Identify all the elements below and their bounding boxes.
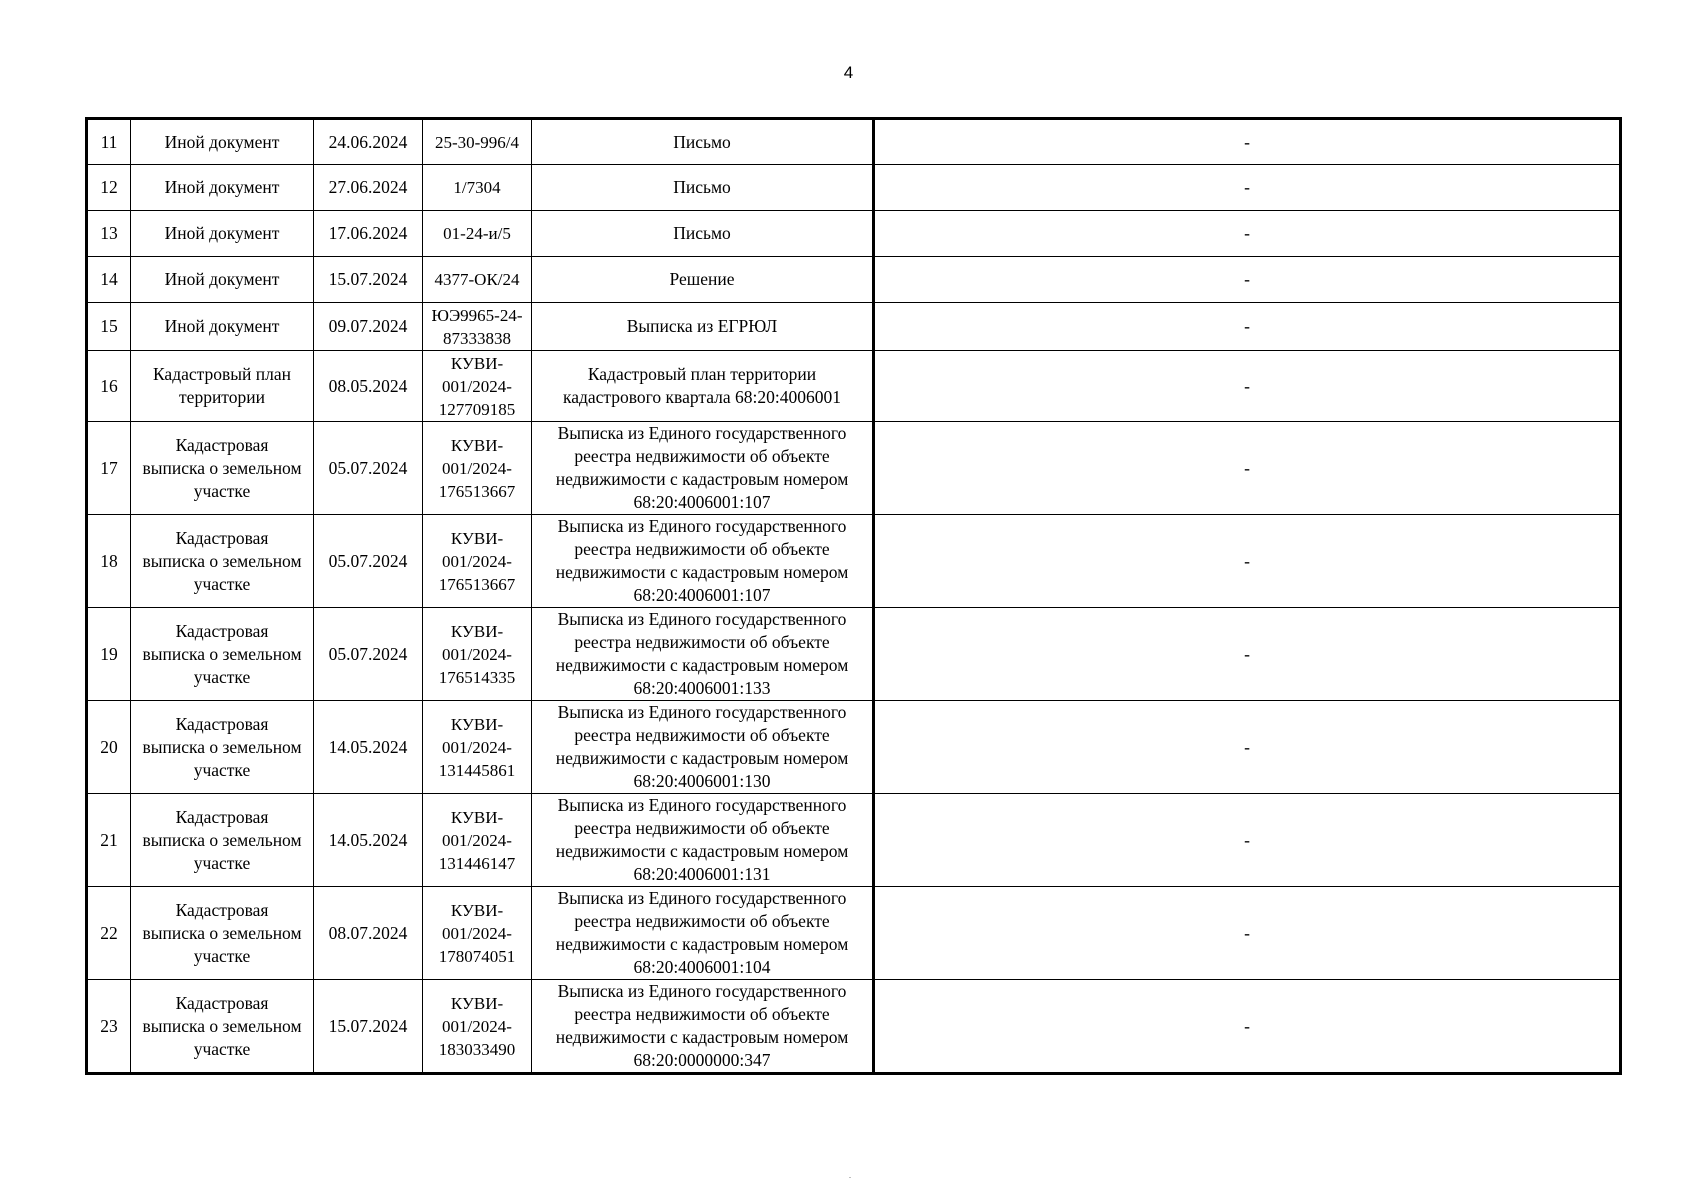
document-title-cell: Выписка из Единого государственного реестра недвижимости об объекте недвижимости с кадастровым номером 68:20:4006001:107 xyxy=(532,422,874,515)
document-title-cell: Выписка из Единого государственного реестра недвижимости об объекте недвижимости с кадастровым номером 68:20:4006001:133 xyxy=(532,608,874,701)
page-number: 4 xyxy=(843,63,854,82)
documents-table-body xyxy=(87,119,1621,1074)
row-number-cell: 22 xyxy=(87,887,131,980)
table-row xyxy=(87,303,1621,351)
document-date-cell: 14.05.2024 xyxy=(314,701,423,794)
document-number-cell: КУВИ- 001/2024- 178074051 xyxy=(423,887,532,980)
document-kind-cell: Кадастровая выписка о земельном участке xyxy=(131,980,314,1074)
document-date-cell: 08.05.2024 xyxy=(314,351,423,422)
document-kind-cell: Кадастровая выписка о земельном участке xyxy=(131,422,314,515)
note-cell: - xyxy=(874,351,1621,422)
row-number-cell: 21 xyxy=(87,794,131,887)
table-row xyxy=(87,211,1621,257)
table-row xyxy=(87,794,1621,887)
row-number-cell: 20 xyxy=(87,701,131,794)
note-cell: - xyxy=(874,257,1621,303)
document-kind-cell: Кадастровая выписка о земельном участке xyxy=(131,701,314,794)
document-kind-cell: Кадастровая выписка о земельном участке xyxy=(131,515,314,608)
row-number-cell: 18 xyxy=(87,515,131,608)
document-number-cell: 1/7304 xyxy=(423,165,532,211)
document-date-cell: 05.07.2024 xyxy=(314,422,423,515)
document-number-cell: КУВИ- 001/2024- 183033490 xyxy=(423,980,532,1074)
document-title-cell: Письмо xyxy=(532,119,874,165)
document-number-cell: ЮЭ9965-24- 87333838 xyxy=(423,303,532,351)
document-title-cell: Выписка из Единого государственного реестра недвижимости об объекте недвижимости с кадастровым номером 68:20:0000000:347 xyxy=(532,980,874,1074)
document-title-cell: Выписка из Единого государственного реестра недвижимости об объекте недвижимости с кадастровым номером 68:20:4006001:107 xyxy=(532,515,874,608)
note-cell: - xyxy=(874,701,1621,794)
document-kind-cell: Иной документ xyxy=(131,257,314,303)
document-date-cell: 15.07.2024 xyxy=(314,980,423,1074)
document-number-cell: КУВИ- 001/2024- 131445861 xyxy=(423,701,532,794)
table-row xyxy=(87,515,1621,608)
table-row xyxy=(87,980,1621,1074)
footer-mark: . xyxy=(849,1171,851,1180)
table-row xyxy=(87,887,1621,980)
document-number-cell: 01-24-и/5 xyxy=(423,211,532,257)
note-cell: - xyxy=(874,980,1621,1074)
table-row xyxy=(87,165,1621,211)
document-title-cell: Решение xyxy=(532,257,874,303)
document-title-cell: Выписка из Единого государственного реестра недвижимости об объекте недвижимости с кадастровым номером 68:20:4006001:104 xyxy=(532,887,874,980)
table-row xyxy=(87,257,1621,303)
document-date-cell: 27.06.2024 xyxy=(314,165,423,211)
document-number-cell: 4377-ОК/24 xyxy=(423,257,532,303)
document-date-cell: 24.06.2024 xyxy=(314,119,423,165)
document-title-cell: Выписка из ЕГРЮЛ xyxy=(532,303,874,351)
document-kind-cell: Иной документ xyxy=(131,165,314,211)
row-number-cell: 17 xyxy=(87,422,131,515)
document-kind-cell: Кадастровая выписка о земельном участке xyxy=(131,794,314,887)
row-number-cell: 16 xyxy=(87,351,131,422)
document-kind-cell: Иной документ xyxy=(131,119,314,165)
document-title-cell: Выписка из Единого государственного реестра недвижимости об объекте недвижимости с кадастровым номером 68:20:4006001:131 xyxy=(532,794,874,887)
document-title-cell: Кадастровый план территории кадастрового квартала 68:20:4006001 xyxy=(532,351,874,422)
document-number-cell: КУВИ- 001/2024- 127709185 xyxy=(423,351,532,422)
document-date-cell: 05.07.2024 xyxy=(314,515,423,608)
table-row xyxy=(87,422,1621,515)
note-cell: - xyxy=(874,119,1621,165)
document-title-cell: Письмо xyxy=(532,165,874,211)
document-number-cell: КУВИ- 001/2024- 176513667 xyxy=(423,515,532,608)
note-cell: - xyxy=(874,422,1621,515)
row-number-cell: 12 xyxy=(87,165,131,211)
document-kind-cell: Кадастровая выписка о земельном участке xyxy=(131,887,314,980)
row-number-cell: 13 xyxy=(87,211,131,257)
note-cell: - xyxy=(874,515,1621,608)
table-row xyxy=(87,608,1621,701)
document-kind-cell: Кадастровый план территории xyxy=(131,351,314,422)
document-date-cell: 05.07.2024 xyxy=(314,608,423,701)
document-number-cell: КУВИ- 001/2024- 131446147 xyxy=(423,794,532,887)
row-number-cell: 15 xyxy=(87,303,131,351)
documents-table xyxy=(85,117,1622,1075)
document-title-cell: Письмо xyxy=(532,211,874,257)
note-cell: - xyxy=(874,211,1621,257)
document-date-cell: 17.06.2024 xyxy=(314,211,423,257)
row-number-cell: 14 xyxy=(87,257,131,303)
row-number-cell: 19 xyxy=(87,608,131,701)
document-kind-cell: Кадастровая выписка о земельном участке xyxy=(131,608,314,701)
document-date-cell: 09.07.2024 xyxy=(314,303,423,351)
table-row xyxy=(87,119,1621,165)
document-number-cell: КУВИ- 001/2024- 176513667 xyxy=(423,422,532,515)
row-number-cell: 11 xyxy=(87,119,131,165)
document-number-cell: КУВИ- 001/2024- 176514335 xyxy=(423,608,532,701)
document-kind-cell: Иной документ xyxy=(131,303,314,351)
note-cell: - xyxy=(874,303,1621,351)
table-row xyxy=(87,701,1621,794)
document-number-cell: 25-30-996/4 xyxy=(423,119,532,165)
note-cell: - xyxy=(874,794,1621,887)
note-cell: - xyxy=(874,887,1621,980)
document-title-cell: Выписка из Единого государственного реестра недвижимости об объекте недвижимости с кадастровым номером 68:20:4006001:130 xyxy=(532,701,874,794)
note-cell: - xyxy=(874,608,1621,701)
document-kind-cell: Иной документ xyxy=(131,211,314,257)
document-date-cell: 15.07.2024 xyxy=(314,257,423,303)
table-row xyxy=(87,351,1621,422)
document-date-cell: 14.05.2024 xyxy=(314,794,423,887)
note-cell: - xyxy=(874,165,1621,211)
row-number-cell: 23 xyxy=(87,980,131,1074)
document-date-cell: 08.07.2024 xyxy=(314,887,423,980)
